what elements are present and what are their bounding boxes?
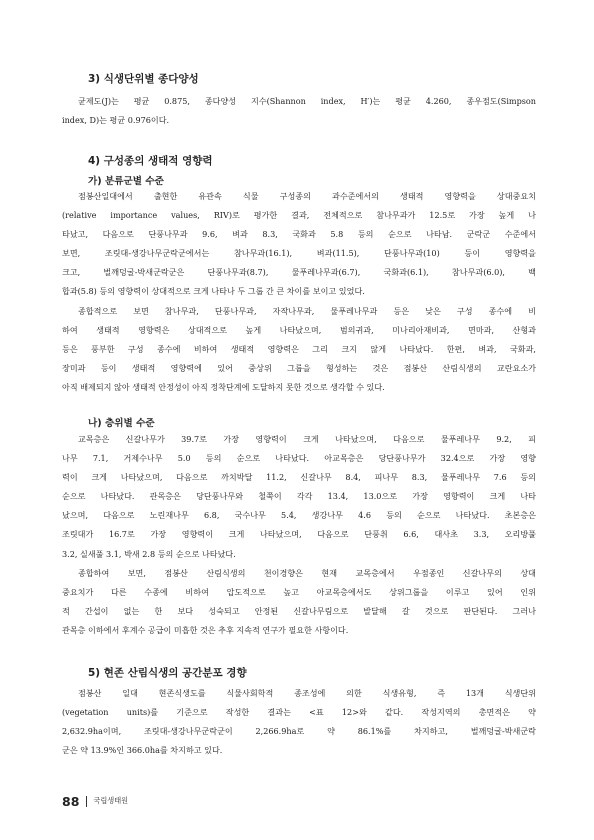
text-line: 군은 약 13.9%인 366.0ha를 차지하고 있다.	[62, 745, 223, 756]
text-line: 보면, 조릿대-생강나무군락군에서는 참나무과(16.1), 벼과(11.5), 단풍나무과(10) 등이 영향력을	[62, 248, 536, 259]
text-line: (relative importance values, RIV)로 평가한 결과, 전체적으로 참나무과가 12.5로 가장 높게 나	[62, 210, 536, 221]
section-4b-paragraph-2	[62, 564, 536, 640]
text-line: 3.2, 실새풀 3.1, 박새 2.8 등의 순으로 나타났다.	[62, 548, 236, 559]
text-line: 순으로 나타났다. 관목층은 당단풍나무와 철쭉이 각각 13.4, 13.0으로 가장 영향력이 크게 나타	[62, 491, 536, 502]
section-5-paragraph	[62, 684, 536, 760]
text-line: 교목층은 신갈나무가 39.7로 가장 영향력이 크게 나타났으며, 다음으로 물푸레나무 9.2, 피	[78, 434, 536, 444]
page-footer	[62, 791, 128, 811]
text-line: 크고, 벌깨덩굴-박새군락군은 단풍나무과(8.7), 물푸레나무과(6.7), 국화과(6.1), 참나무과(6.0), 백	[62, 267, 536, 278]
text-line: 하여 생태적 영향력은 상대적으로 높게 나타났으며, 범의귀과, 미나리아재비과, 면마과, 산형과	[62, 325, 536, 336]
footer-divider	[86, 796, 87, 807]
text-line: 점봉산 일대 현존식생도를 식물사회학적 종조성에 의한 식생유형, 즉 13개 식생단위	[78, 688, 536, 698]
section-4a-paragraph-1	[62, 187, 536, 302]
text-line: 타났고, 다음으로 단풍나무과 9.6, 벼과 8.3, 국화과 5.8 등의 순으로 나타남. 군락군 수준에서	[62, 229, 536, 240]
text-line: 종합하여 보면, 점봉산 산림식생의 천이경향은 현재 교목층에서 우점종인 신갈나무의 상대	[78, 568, 536, 578]
section-4b-paragraph-1	[62, 430, 536, 564]
publisher-name: 국립생태원	[93, 796, 129, 805]
text-line: index, D)는 평균 0.976이다.	[62, 115, 170, 126]
text-line: 조릿대가 16.7로 가장 영향력이 크게 나타났으며, 다음으로 단풍취 6.6, 대사초 3.3, 오리방풀	[62, 529, 536, 540]
section-4a-paragraph-2	[62, 302, 536, 397]
text-line: 2,632.9ha이며, 조릿대-생강나무군락군이 2,266.9ha로 약 86.1%를 차지하고, 벌깨덩굴-박새군락	[62, 726, 536, 737]
text-line: 장미과 등이 생태적 영향력에 있어 중상위 그룹을 형성하는 것은 점봉산 산림식생의 교란요소가	[62, 363, 536, 374]
text-line: 적 간섭이 없는 한 보다 성숙되고 안정된 신갈나무림으로 발달해 갈 것으로 판단된다. 그러나	[62, 606, 536, 617]
text-line: (vegetation units)를 기준으로 작성한 결과는 <표 12>와 같다. 작성지역의 총면적은 약	[62, 707, 536, 718]
text-line: 점봉산일대에서 출현한 유관속 식물 구성종의 과수준에서의 생태적 영향력을 상대중요치	[78, 191, 536, 201]
section-3-heading: 3) 식생단위별 종다양성	[88, 73, 199, 85]
section-4b-heading: 나) 층위별 수준	[88, 418, 155, 429]
text-line: 나무 7.1, 거제수나무 5.0 등의 순으로 나타났다. 아교목층은 당단풍나무가 32.4으로 가장 영향	[62, 453, 536, 464]
section-5-heading: 5) 현존 산림식생의 공간분포 경향	[88, 667, 247, 679]
section-4a-heading: 가) 분류군별 수준	[88, 176, 164, 187]
section-4-heading: 4) 구성종의 생태적 영향력	[88, 155, 213, 167]
text-line: 났으며, 다음으로 노린재나무 6.8, 국수나무 5.4, 생강나무 4.6 등의 순으로 나타났다. 초본층은	[62, 510, 536, 521]
text-line: 균제도(J)는 평균 0.875, 종다양성 지수(Shannon index, H′)는 평균 4.260, 종우점도(Simpson	[78, 96, 536, 106]
text-line: 관목층 이하에서 후계수 공급이 미흡한 것은 추후 지속적 연구가 필요한 사항이다.	[62, 625, 349, 636]
text-line: 력이 크게 나타났으며, 다음으로 까치박달 11.2, 신갈나무 8.4, 피나무 8.3, 물푸레나무 7.6 등의	[62, 472, 536, 483]
text-line: 종합적으로 보면 참나무과, 단풍나무과, 자작나무과, 물푸레나무과 등은 낮은 구성 종수에 비	[78, 306, 536, 316]
page-number: 88	[62, 793, 80, 809]
text-line: 등은 풍부한 구성 종수에 비하여 생태적 영향력은 그리 크지 않게 나타났다. 한편, 벼과, 국화과,	[62, 344, 536, 355]
text-line: 중요치가 다른 수종에 비하여 압도적으로 높고 아교목층에서도 상위그룹을 이루고 있어 인위	[62, 587, 536, 598]
text-line: 합과(5.8) 등의 영향력이 상대적으로 크게 나타나 두 그룹 간 큰 차이를 보이고 있었다.	[62, 286, 365, 297]
text-line: 아직 배제되지 않아 생태적 안정성이 아직 정착단계에 도달하지 못한 것으로 생각할 수 있다.	[62, 382, 385, 393]
section-3-paragraph	[62, 92, 536, 130]
